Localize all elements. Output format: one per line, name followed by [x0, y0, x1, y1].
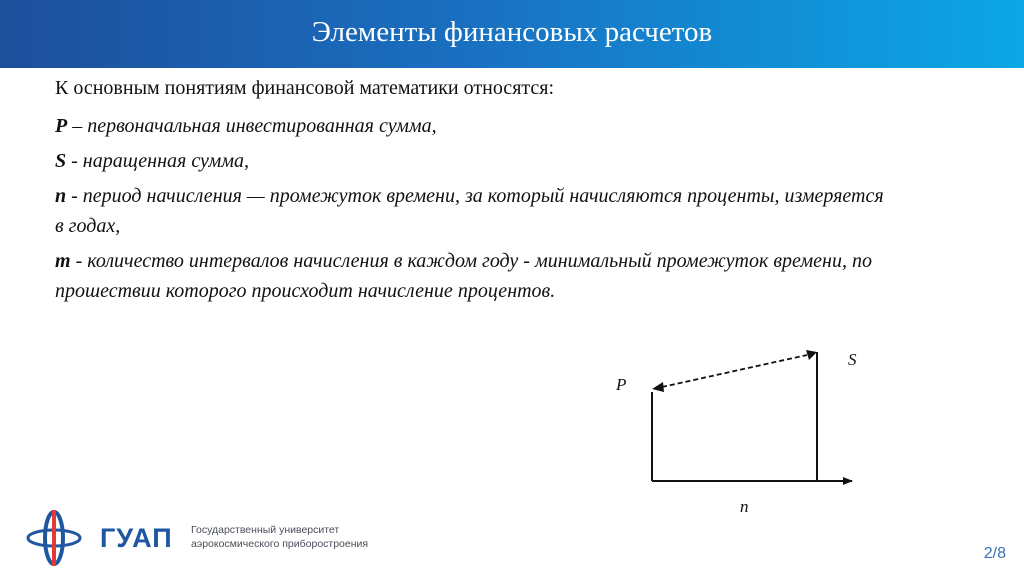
- logo-subtitle: [191, 523, 368, 551]
- diagram-arrowhead-right: [806, 350, 817, 360]
- diagram-arrowhead-left: [652, 382, 664, 392]
- definition-s: [55, 146, 895, 176]
- guap-emblem-icon: [26, 508, 82, 568]
- definition-s-text: - наращенная сумма,: [66, 150, 249, 172]
- slide-title: Элементы финансовых расчетов: [311, 16, 713, 48]
- symbol-m: m: [55, 250, 71, 272]
- diagram-label-n: n: [740, 497, 749, 516]
- title-bar: [0, 0, 1024, 68]
- diagram-growth-arrow: [662, 355, 807, 387]
- logo-subtitle-line2: аэрокосмического приборостроения: [191, 538, 369, 550]
- definition-m-text: - количество интервалов начисления в каждом году - минимальный промежуток времени, по прошествии которого происходит начисление процентов.: [55, 250, 872, 302]
- page-number: 2/8: [983, 545, 1006, 562]
- definition-m: [55, 246, 895, 306]
- definition-p: [55, 111, 895, 141]
- diagram-label-p: P: [616, 375, 627, 394]
- logo-subtitle-line1: Государственный университет: [191, 524, 340, 536]
- symbol-p: P: [55, 115, 68, 137]
- university-logo: [26, 508, 426, 568]
- intro-text: К основным понятиям финансовой математики относятся:: [55, 77, 555, 99]
- logo-wordmark: ГУАП: [100, 523, 173, 553]
- growth-diagram: [600, 342, 880, 532]
- symbol-n: n: [55, 185, 67, 207]
- slide-content: [55, 73, 895, 311]
- definition-p-text: – первоначальная инвестированная сумма,: [67, 115, 437, 137]
- symbol-s: S: [55, 150, 67, 172]
- definition-n-text: - период начисления — промежуток времени, за который начисляются проценты, измеряется в годах,: [55, 185, 884, 237]
- definition-n: [55, 181, 895, 241]
- diagram-label-s: S: [848, 350, 857, 369]
